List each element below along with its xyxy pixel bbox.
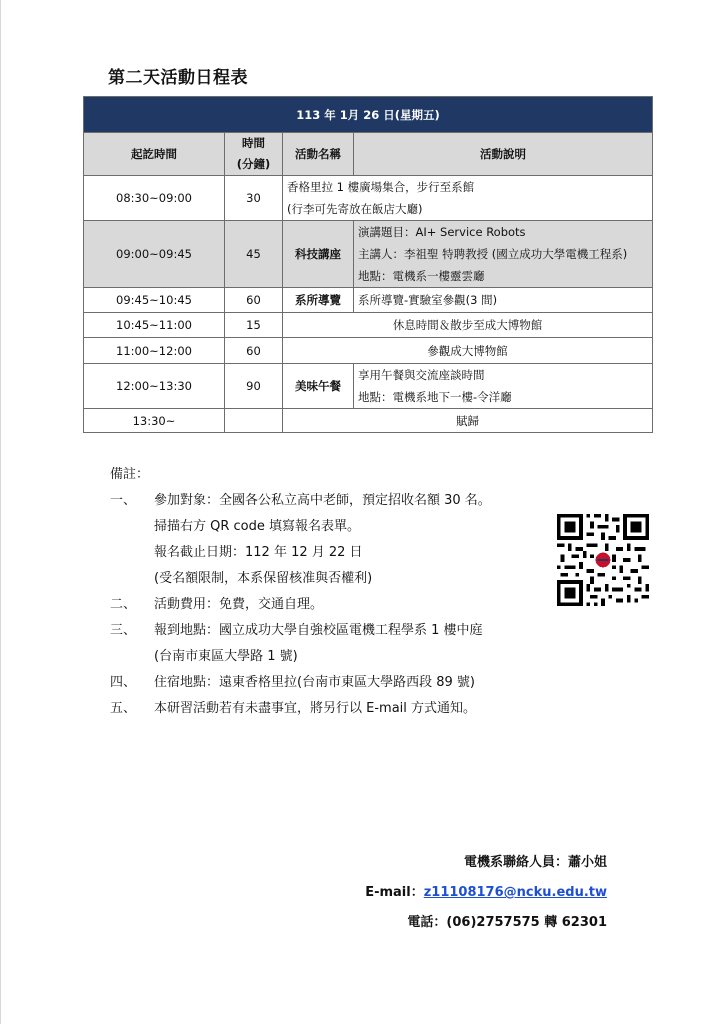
header-time: 起訖時間	[84, 133, 225, 176]
note-text: 本研習活動若有未盡事宜，將另行以 E-mail 方式通知。	[154, 701, 477, 716]
row-duration	[225, 409, 283, 433]
header-desc: 活動說明	[354, 133, 653, 176]
row-time: 13:30~	[84, 409, 225, 433]
note-text: (受名額限制，本系保留核准與否權利)	[154, 571, 373, 586]
row-time: 10:45~11:00	[84, 313, 225, 338]
schedule-table	[83, 96, 653, 433]
email-label: E-mail：	[365, 885, 424, 900]
note-text: 報名截止日期：112 年 12 月 22 日	[154, 545, 363, 560]
note-text: 報到地點：國立成功大學自強校區電機工程學系 1 樓中庭	[154, 623, 483, 638]
notes-label: 備註：	[110, 467, 150, 482]
table-row	[84, 176, 653, 221]
page-edge	[0, 0, 1, 1024]
row-time: 09:45~10:45	[84, 288, 225, 313]
contact-phone: 電話：(06)2757575 轉 62301	[407, 915, 607, 930]
note-text: 住宿地點：遠東香格里拉(台南市東區大學路西段 89 號)	[154, 675, 475, 690]
row-time: 08:30~09:00	[84, 176, 225, 221]
row-duration: 15	[225, 313, 283, 338]
note-number: 二、	[110, 597, 137, 612]
row-desc: 賦歸	[283, 409, 653, 433]
row-name: 科技講座	[283, 221, 354, 288]
note-number: 五、	[110, 701, 137, 716]
row-desc: 香格里拉 1 樓廣場集合，步行至系館 (行李可先寄放在飯店大廳)	[283, 176, 653, 221]
row-duration: 45	[225, 221, 283, 288]
table-row	[84, 313, 653, 338]
note-number: 一、	[110, 493, 137, 508]
row-duration: 60	[225, 338, 283, 364]
row-name: 系所導覽	[283, 288, 354, 313]
table-row	[84, 288, 653, 313]
contact-email-line	[365, 881, 607, 900]
row-time: 11:00~12:00	[84, 338, 225, 364]
note-text: 掃描右方 QR code 填寫報名表單。	[154, 519, 361, 534]
note-number: 三、	[110, 623, 137, 638]
row-time: 09:00~09:45	[84, 221, 225, 288]
row-desc: 參觀成大博物館	[283, 338, 653, 364]
header-duration: 時間 (分鐘)	[225, 133, 283, 176]
note-text: 參加對象：全國各公私立高中老師，預定招收名額 30 名。	[154, 493, 491, 508]
qr-code-icon[interactable]	[557, 514, 649, 606]
table-row	[84, 221, 653, 288]
row-desc: 享用午餐與交流座談時間 地點：電機系地下一樓-令洋廳	[354, 364, 653, 409]
table-row	[84, 364, 653, 409]
row-desc: 休息時間＆散步至成大博物館	[283, 313, 653, 338]
row-desc: 系所導覽-實驗室參觀(3 間)	[354, 288, 653, 313]
row-duration: 90	[225, 364, 283, 409]
row-name: 美味午餐	[283, 364, 354, 409]
row-desc: 演講題目：AI+ Service Robots 主講人：李祖聖 特聘教授 (國立成功大學電機工程系) 地點：電機系一樓靈雲廳	[354, 221, 653, 288]
row-duration: 30	[225, 176, 283, 221]
contact-person: 電機系聯絡人員：蕭小姐	[463, 855, 607, 870]
header-name: 活動名稱	[283, 133, 354, 176]
note-number: 四、	[110, 675, 137, 690]
date-header: 113 年 1月 26 日(星期五)	[84, 97, 653, 133]
email-link[interactable]: z11108176@ncku.edu.tw	[423, 885, 607, 900]
note-text: (台南市東區大學路 1 號)	[154, 649, 298, 664]
row-duration: 60	[225, 288, 283, 313]
page-title: 第二天活動日程表	[108, 68, 248, 88]
table-row	[84, 409, 653, 433]
note-text: 活動費用：免費，交通自理。	[154, 597, 324, 612]
table-row	[84, 338, 653, 364]
row-time: 12:00~13:30	[84, 364, 225, 409]
